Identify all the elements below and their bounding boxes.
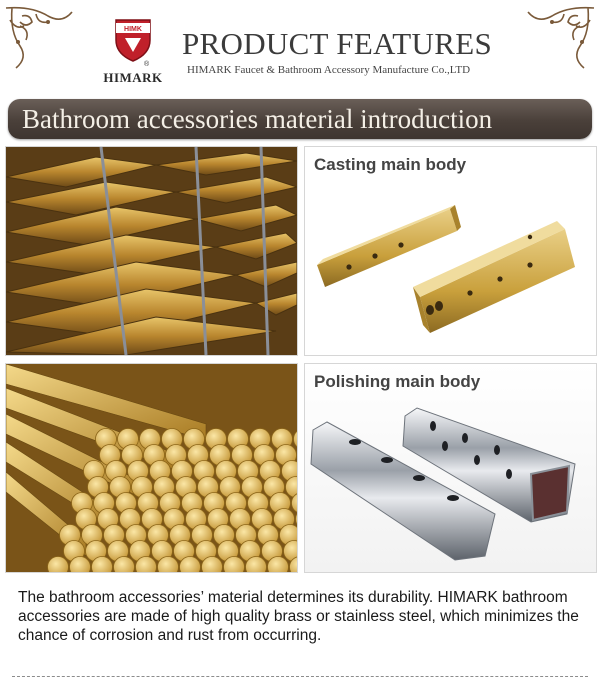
logo-badge-text: HIMK [124, 26, 142, 33]
logo-wordmark: HIMARK [103, 70, 163, 85]
section-banner [8, 99, 592, 139]
section-banner-title: Bathroom accessories material introduction [22, 104, 493, 134]
corner-ornament-left [2, 2, 82, 72]
company-subtitle: HIMARK Faucet & Bathroom Accessory Manufacture Co.,LTD [187, 64, 471, 76]
brass-rods-photo [5, 363, 298, 573]
header [0, 0, 600, 98]
description-text: The bathroom accessories’ material determines its durability. HIMARK bathroom accessories are made of high quality brass or stainless steel, which minimizes the chance of corrosion and rust from occurring. [18, 589, 579, 644]
registered-mark: ® [144, 61, 150, 68]
corner-ornament-right [518, 2, 598, 72]
casting-part-small [317, 205, 461, 287]
polishing-body-panel [304, 363, 597, 573]
dashed-divider [12, 676, 588, 677]
polishing-caption: Polishing main body [314, 372, 481, 391]
shield-icon [113, 18, 153, 62]
page-title: PRODUCT FEATURES [182, 26, 492, 61]
brass-ingots-photo [5, 146, 298, 356]
casting-caption: Casting main body [314, 155, 467, 174]
casting-body-panel [304, 146, 597, 356]
himark-logo [98, 18, 168, 88]
